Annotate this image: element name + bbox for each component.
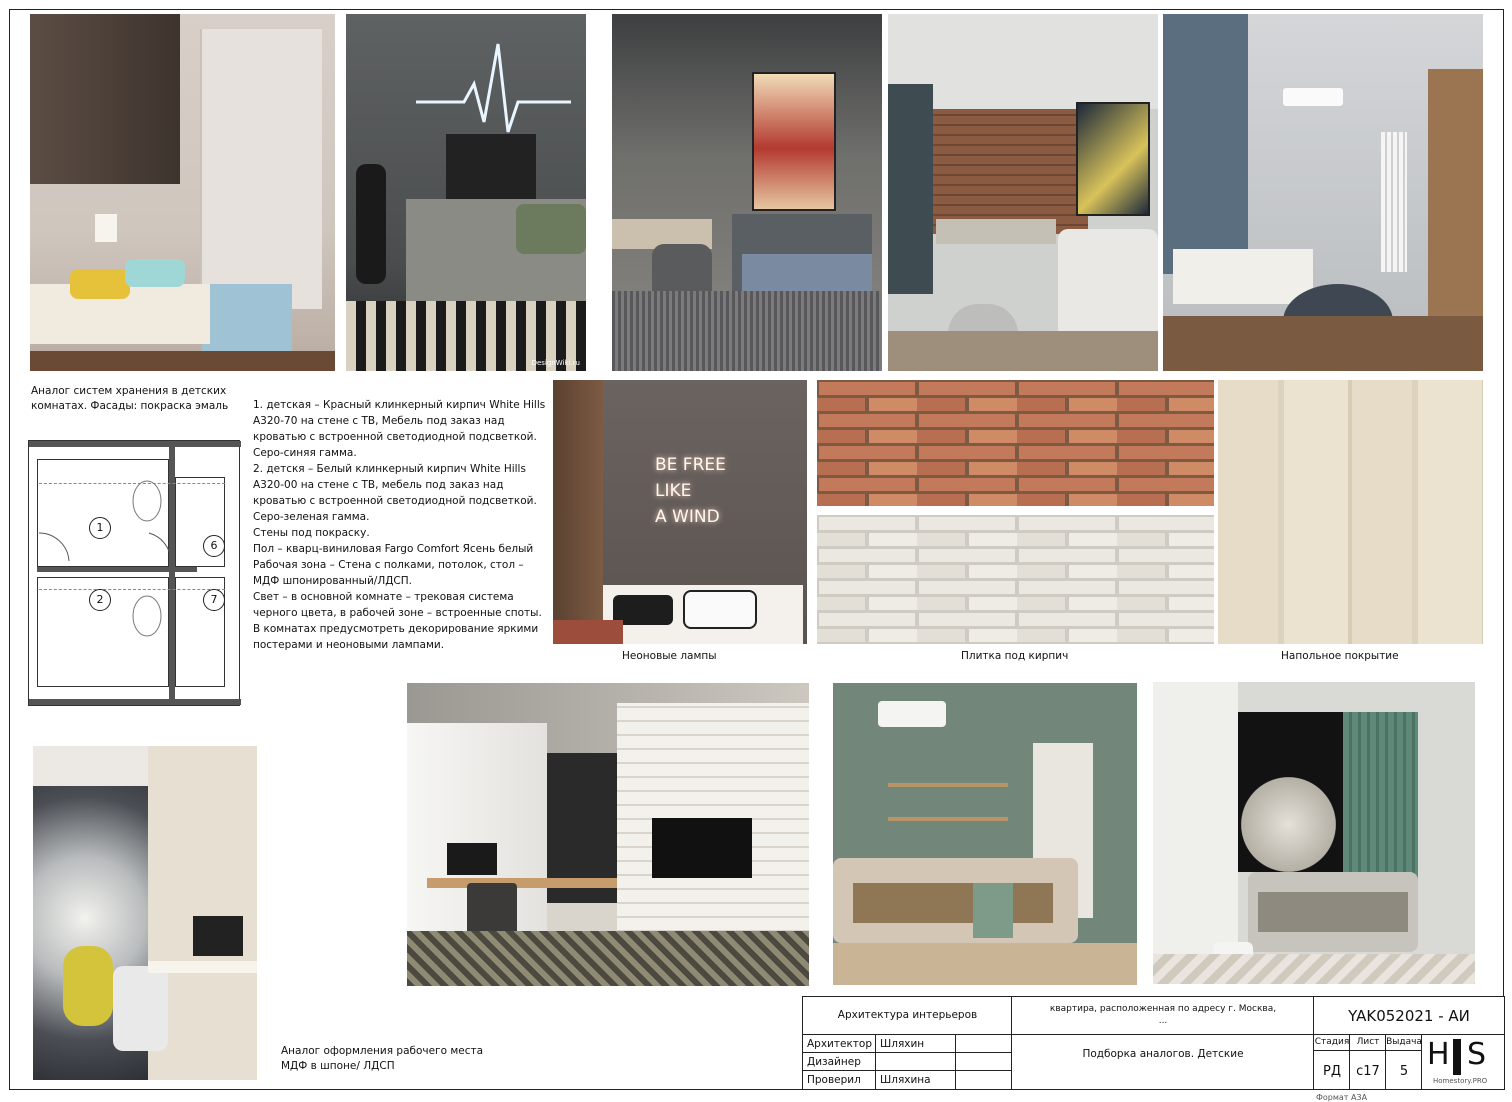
stage-value: РД — [1323, 1064, 1341, 1079]
photo-astronaut-moon-room — [1153, 682, 1475, 984]
photo-ecg-neon-room — [346, 14, 586, 371]
workplace-caption-1: Аналог оформления рабочего места — [281, 1045, 484, 1057]
floor-plan — [28, 440, 240, 706]
watermark: DesignWiki.ru — [531, 359, 580, 367]
note-line: Пол – кварц-виниловая Fargo Comfort Ясень белый — [253, 543, 534, 555]
storage-analog-caption-1: Аналог систем хранения в детских — [31, 385, 227, 397]
note-line: В комнатах предусмотреть декорирование яркими постерами и неоновыми лампами. — [253, 623, 539, 651]
tile-caption: Плитка под кирпич — [961, 650, 1069, 662]
logo-subtitle: Homestory.PRO — [1433, 1077, 1488, 1085]
floor-covering-sample — [1218, 380, 1483, 644]
photo-workplace-analog — [33, 746, 257, 1080]
issue-value: 5 — [1399, 1064, 1409, 1079]
red-brick-tile — [817, 380, 1214, 506]
room-2-marker: 2 — [89, 589, 111, 611]
note-line: Рабочая зона – Стена с полками, потолок, стол – МДФ шпонированный/ЛДСП. — [253, 559, 524, 587]
note-line: Стены под покраску. — [253, 527, 370, 539]
room-6-marker: 6 — [203, 535, 225, 557]
floor-caption: Напольное покрытие — [1281, 650, 1399, 662]
discipline-label: Архитектура интерьеров — [837, 1009, 978, 1021]
neon-sign: BE FREE LIKE A WIND — [655, 455, 726, 527]
project-code: YAK052021 - АИ — [1348, 1007, 1470, 1025]
photo-grey-bedroom — [1163, 14, 1483, 371]
white-brick-tile — [817, 515, 1214, 644]
logo-letter-h: H — [1427, 1037, 1450, 1072]
photo-neon-lamp — [553, 380, 807, 644]
photo-white-brick-room — [407, 683, 809, 986]
photo-brick-poster-room — [888, 14, 1158, 371]
neon-caption: Неоновые лампы — [622, 650, 717, 662]
note-line: 2. детскя – Белый клинкерный кирпич White Hills А320-00 на стене с ТВ, мебель под заказ над кроватью с встроенной светодиодной подсветкой. Серо-зеленая гамма. — [253, 463, 537, 523]
logo-letter-s: S — [1467, 1037, 1487, 1072]
role-checker: Проверил — [807, 1074, 861, 1086]
door-swing-icon — [29, 441, 241, 707]
name-architect: Шляхин — [880, 1038, 925, 1050]
name-checker: Шляхина — [880, 1074, 931, 1086]
note-line: Свет – в основной комнате – трековая система черного цвета, в рабочей зоне – встроенные споты. — [253, 591, 542, 619]
storage-analog-caption-2: комнатах. Фасады: покраска эмаль — [31, 400, 229, 412]
photo-ironman-room — [612, 14, 882, 371]
photo-storage-analog — [30, 14, 335, 371]
sheet-title: Подборка аналогов. Детские — [1082, 1048, 1244, 1060]
photo-green-room-plane-shelf — [833, 683, 1137, 985]
logo-bar — [1453, 1039, 1461, 1075]
address-text: квартира, расположенная по адресу г. Москва, ... — [1049, 1004, 1277, 1026]
stage-header: Стадия — [1314, 1037, 1350, 1047]
role-architect: Архитектор — [807, 1038, 873, 1050]
sheet-value: с17 — [1356, 1064, 1380, 1079]
note-line: 1. детская – Красный клинкерный кирпич White Hills А320-70 на стене с ТВ, Мебель под заказ над кроватью с встроенной светодиодной подсветкой. Серо-синяя гамма. — [253, 399, 546, 459]
sheet-header: Лист — [1356, 1037, 1380, 1047]
format-label: Формат А3А — [1316, 1093, 1368, 1102]
role-designer: Дизайнер — [807, 1056, 861, 1068]
title-block — [802, 996, 1505, 1090]
room-1-marker: 1 — [89, 517, 111, 539]
design-notes — [253, 397, 553, 653]
room-7-marker: 7 — [203, 589, 225, 611]
issue-header: Выдача — [1386, 1037, 1422, 1047]
workplace-caption-2: МДФ в шпоне/ ЛДСП — [281, 1060, 395, 1072]
